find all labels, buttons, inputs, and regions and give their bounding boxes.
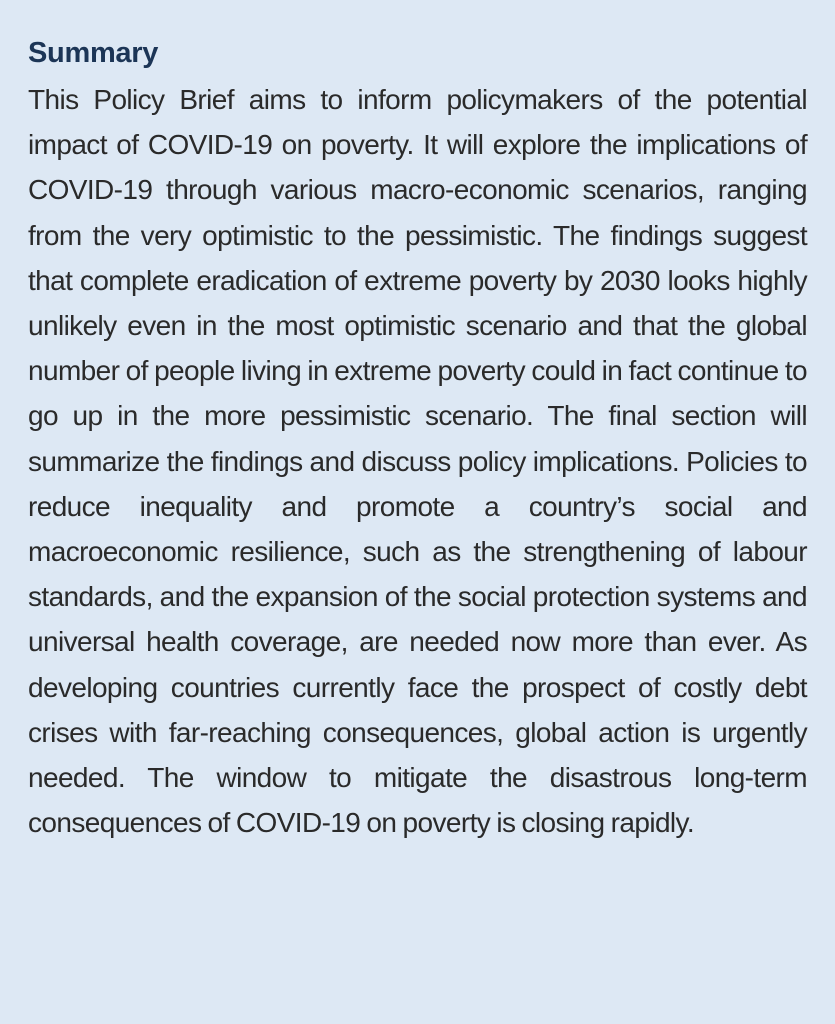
summary-paragraph: This Policy Brief aims to inform policymakers of the potential impact of COVID-19 on poverty. It will explore the implications of COVID-19 through various macro-economic scenarios, ranging from the very optimistic to the pessimistic. The findings suggest that complete eradication of extreme poverty by 2030 looks highly unlikely even in the most optimistic scenario and that the global number of people living in extreme poverty could in fact continue to go up in the more pessimistic scenario. The final section will summarize the findings and discuss policy implications. Policies to reduce inequality and promote a country’s social and macroeconomic resilience, such as the strengthening of labour standards, and the expansion of the social protection systems and universal health coverage, are needed now more than ever. As developing countries currently face the prospect of costly debt crises with far-reaching consequences, global action is urgently needed. The window to mitigate the disastrous long-term consequences of COVID-19 on poverty is closing rapidly. bbox=[28, 84, 807, 839]
summary-heading: Summary bbox=[28, 37, 159, 69]
